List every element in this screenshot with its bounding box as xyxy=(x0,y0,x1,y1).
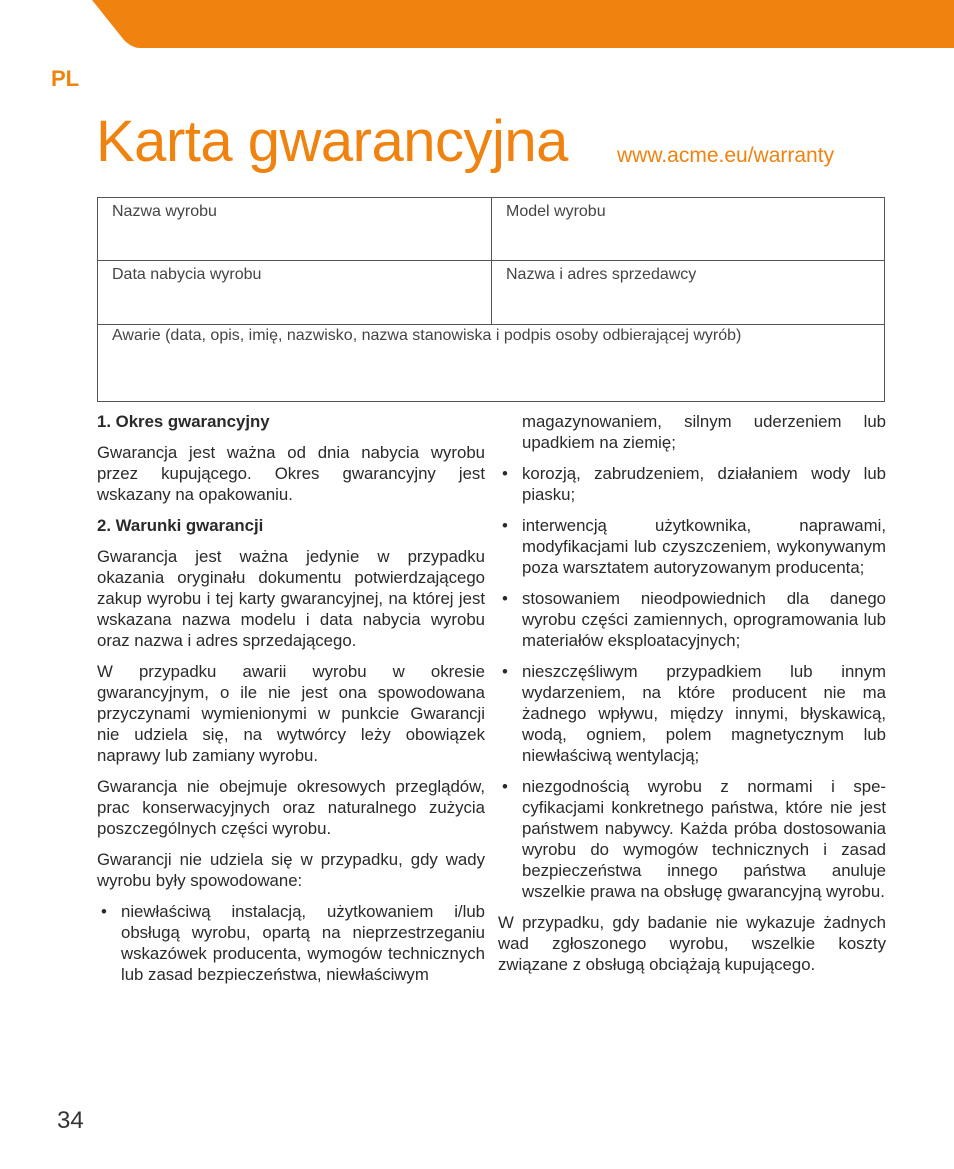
left-column xyxy=(97,411,485,995)
list-item: • interwencją użytkownika, naprawami, modyfikacjami lub czyszczeniem, wykonywanym poza warsztatem autoryzowanym producenta; xyxy=(498,515,886,578)
product-model-label: Model wyrobu xyxy=(506,203,606,220)
language-code: PL xyxy=(51,66,80,91)
page-title: Karta gwarancyjna xyxy=(96,109,568,174)
purchase-date-label: Data nabycia wyrobu xyxy=(112,266,262,283)
paragraph: Gwarancja jest ważna jedynie w przypadku okazania oryginału dokumentu potwierdzającego zakup wyrobu i tej karty gwarancyjnej, na której jest wskazana nazwa modelu i data nabycia wyrobu oraz nazwa i adres sprzedającego. xyxy=(97,547,485,650)
paragraph: W przypadku awarii wyrobu w okresie gwarancyjnym, o ile nie jest ona spowodowana przyczynami wymienionymi w punkcie Gwarancji nie udziela się, na wytwórcy leży obowiązek naprawy lub zamiany wyrobu. xyxy=(97,662,485,765)
warranty-form xyxy=(97,197,885,402)
header-banner xyxy=(0,0,954,48)
product-name-field[interactable] xyxy=(98,198,492,261)
closing-paragraph: W przypadku, gdy badanie nie wykazuje żadnych wad zgłoszonego wyrobu, wszelkie koszty związane z obsługą obciążają kupującego. xyxy=(498,913,886,974)
product-name-label: Nazwa wyrobu xyxy=(112,203,217,220)
warranty-url[interactable]: www.acme.eu/warranty xyxy=(617,144,835,167)
list-item: • niezgodnością wyrobu z normami i specyfikacjami konkretnego państwa, które nie jest państwem nabywcy. Każda próba dostosowania wyrobu do wymogów technicznych i zasad bezpieczeństwa innego państwa anuluje wszelkie prawa na obsługę gwarancyjną wyrobu. xyxy=(498,776,886,902)
paragraph: Gwarancji nie udziela się w przypadku, gdy wady wyrobu były spowodowane: xyxy=(97,850,485,890)
paragraph: Gwarancja jest ważna od dnia nabycia wyrobu przez kupującego. Okres gwarancyjny jest wskazany na opakowaniu. xyxy=(97,443,485,504)
list-item: • korozją, zabrudzeniem, działaniem wody lub piasku; xyxy=(498,463,886,505)
list-item: • stosowaniem nieodpowiednich dla danego wyrobu części zamiennych, oprogramowania lub materiałów eksploatacyjnych; xyxy=(498,588,886,651)
product-model-field[interactable] xyxy=(492,198,884,261)
failures-label: Awarie (data, opis, imię, nazwisko, nazwa stanowiska i podpis osoby odbierającej wyrób) xyxy=(112,327,742,344)
seller-field[interactable] xyxy=(492,261,884,325)
paragraph: Gwarancja nie obejmuje okresowych przeglądów, prac konserwacyjnych oraz naturalnego zużycia poszczególnych części wyrobu. xyxy=(97,777,485,838)
page-number: 34 xyxy=(57,1107,84,1134)
purchase-date-field[interactable] xyxy=(98,261,492,325)
exclusions-list xyxy=(97,901,485,985)
seller-label: Nazwa i adres sprzedawcy xyxy=(506,266,697,283)
right-column xyxy=(498,411,886,985)
section-heading-warranty-terms: 2. Warunki gwarancji xyxy=(97,516,264,535)
list-item-continuation: magazynowaniem, silnym uderzeniem lub upadkiem na ziemię; xyxy=(522,412,886,452)
failures-field[interactable] xyxy=(98,325,884,401)
exclusions-list-continued xyxy=(498,411,886,902)
list-item: • nieszczęśliwym przypadkiem lub innym wydarzeniem, na które producent nie ma żadnego wpływu, między innymi, błyskawicą, wodą, ogniem, polem magnetycznym lub niewłaściwą wentylacją; xyxy=(498,661,886,766)
list-item: • niewłaściwą instalacją, użytkowaniem i/lub obsługą wyrobu, opartą na nieprzestrzeganiu wskazówek producenta, wymogów technicznych lub zasad bezpieczeństwa, niewłaściwym xyxy=(97,901,485,985)
section-heading-warranty-period: 1. Okres gwarancyjny xyxy=(97,412,270,431)
